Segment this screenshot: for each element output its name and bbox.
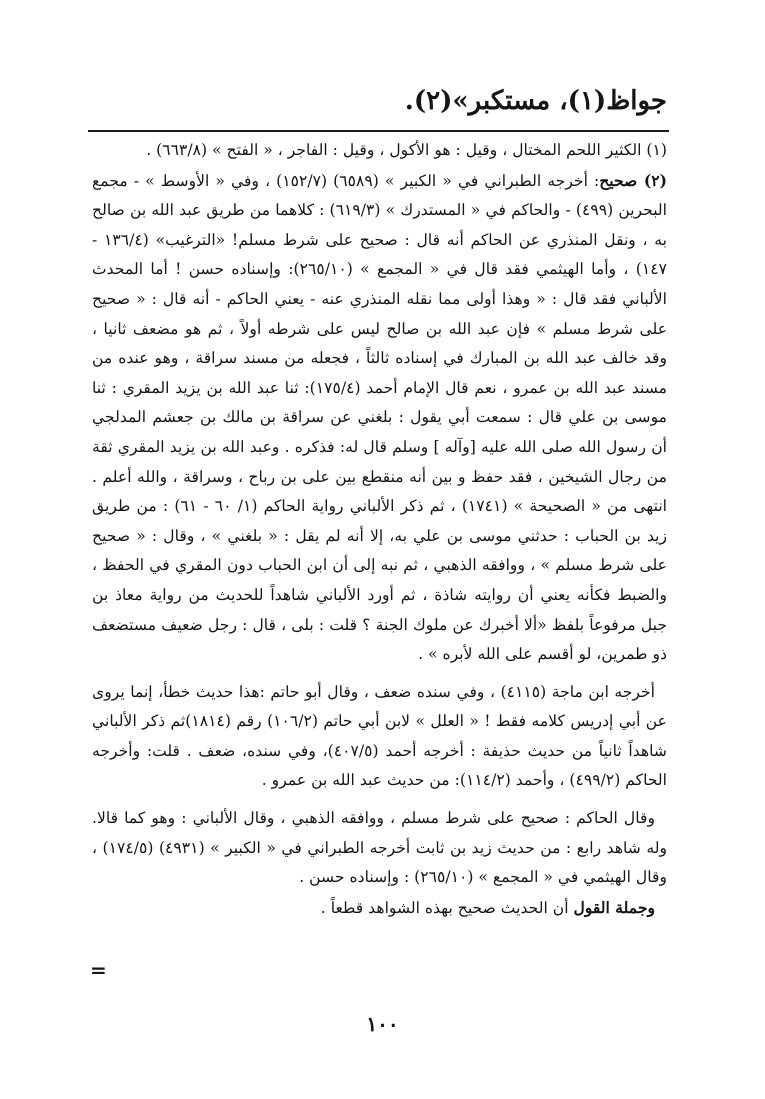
page-number: ١٠٠ bbox=[366, 1012, 399, 1036]
footnote-separator bbox=[88, 130, 669, 132]
conclusion-body: أن الحديث صحيح بهذه الشواهد قطعاً . bbox=[320, 898, 574, 917]
continued-hadith-text: جواظ(١)، مستكبر»(٢). bbox=[404, 86, 667, 116]
footnote-1: (١) الكثير اللحم المختال ، وقيل : هو الأكول ، وقيل : الفاجر ، « الفتح » (٦٦٣/٨) . bbox=[146, 141, 667, 159]
footnotes-block bbox=[92, 136, 667, 923]
footnote-2-paragraph-2: أخرجه ابن ماجة (٤١١٥) ، وفي سنده ضعف ، وقال أبو حاتم :هذا حديث خطأ، إنما يروى عن أبي إدريس كلامه فقط ! « العلل » لابن أبي حاتم (١٠٦/٢) رقم (١٨١٤)ثم ذكر الألباني شاهداً ثانياً من حديث حذيفة : أخرجه أحمد (٤٠٧/٥)، وفي سنده، ضعف . قلت: وأخرجه الحاكم (٤٩٩/٢) ، وأحمد (١١٤/٢): من حديث عبد الله بن عمرو . bbox=[92, 682, 667, 790]
footnote-2 bbox=[92, 166, 667, 670]
continuation-mark: = bbox=[90, 958, 107, 982]
footnote-2-paragraph-3: وقال الحاكم : صحيح على شرط مسلم ، ووافقه الذهبي ، وقال الألباني : وهو كما قالا. وله شاهد رابع : من حديث زيد بن ثابت أخرجه الطبراني في « الكبير » (٤٩٣١) (١٧٤/٥) ، وقال الهيثمي في « المجمع » (٢٦٥/١٠) : وإسناده حسن . bbox=[92, 809, 668, 887]
footnote-2-conclusion bbox=[92, 893, 667, 924]
footnote-2-label: (٢) صحيح bbox=[599, 170, 667, 190]
conclusion-label: وجملة القول bbox=[573, 897, 655, 917]
footnote-2-body: : أخرجه الطبراني في « الكبير » (٦٥٨٩) (١٥٢/٧) ، وفي « الأوسط » - مجمع البحرين (٤٩٩) - والحاكم في « المستدرك » (٦١٩/٣) : كلاهما من طريق عبد الله بن صالح به ، ونقل المنذري عن الحاكم أنه قال : صحيح على شرط مسلم! «الترغيب» (١٣٦/٤ - ١٤٧) ، وأما الهيثمي فقد قال في « المجمع » (٢٦٥/١٠): وإسناده حسن ! أما المحدث الألباني فقد قال : « وهذا أولى مما نقله المنذري عنه - يعني الحاكم - أنه قال : « صحيح على شرط مسلم » فإن عبد الله بن صالح ليس على شرطه أولاً ، ثم هو مضعف ثانيا ، وقد خالف عبد الله بن المبارك في إسناده ثالثاً ، فجعله من مسند سراقة ، وهو عنده من مسند عبد الله بن عمرو ، نعم قال الإمام أحمد (١٧٥/٤): ثنا عبد الله بن يزيد المقري : ثنا موسى بن علي قال : سمعت أبي يقول : بلغني عن سراقة بن مالك بن جعشم المدلجي أن رسول الله صلى الله عليه [وآله ] وسلم قال له: فذكره . وعبد الله بن يزيد المقري ثقة من رجال الشيخين ، فقد حفظ و بين أنه منقطع بين على بن رباح ، وسراقة ، والله أعلم . انتهى من « الصحيحة » (١٧٤١) ، ثم ذكر الألباني رواية الحاكم (١/ ٦٠ - ٦١) : من طريق زيد بن الحباب : حدثني موسى بن علي به، إلا أنه لم يقل : « بلغني » ، وقال : « صحيح على شرط مسلم » ، ووافقه الذهبي ، ثم نبه إلى أن ابن الحباب دون المقري في الحفظ ، والضبط فكأنه يعني أن روايته شاذة ، ثم أورد الألباني شاهداً للحديث من رواية معاذ بن جبل مرفوعاً بلفظ «ألا أخبرك عن ملوك الجنة ؟ قلت : بلى ، قال : رجل ضعيف مستضعف ذو طمرين، لو أقسم على الله لأبره » . bbox=[92, 171, 667, 664]
